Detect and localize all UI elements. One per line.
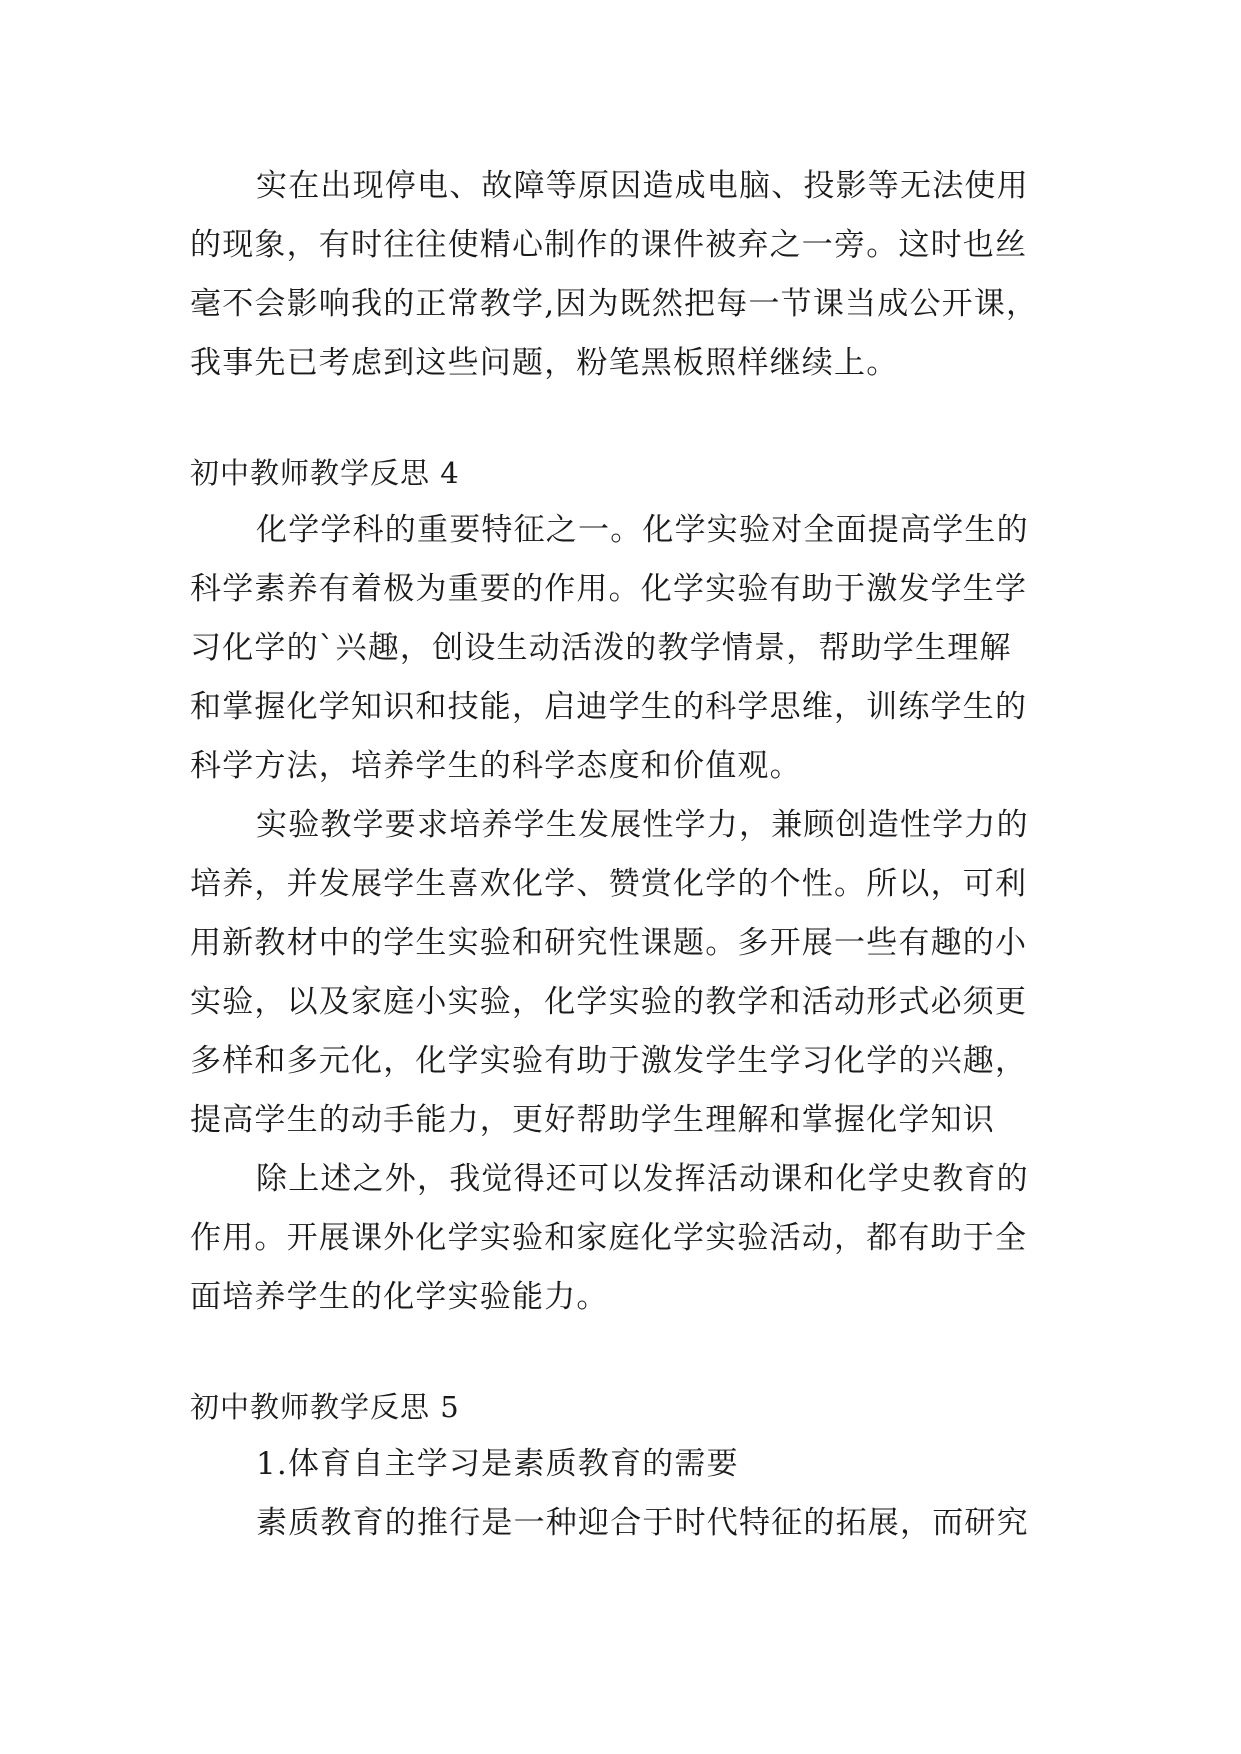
s4-para1-line-3: 习化学的`兴趣，创设生动活泼的教学情景，帮助学生理解: [190, 630, 1012, 666]
section-5-heading: 初中教师教学反思 5: [190, 1390, 460, 1424]
s4-para2-line-3: 用新教材中的学生实验和研究性课题。多开展一些有趣的小: [190, 925, 1028, 961]
section-4-heading: 初中教师教学反思 4: [190, 456, 460, 490]
s4-para3-line-1: 除上述之外，我觉得还可以发挥活动课和化学史教育的: [256, 1161, 1029, 1197]
carryover-line-1: 实在出现停电、故障等原因造成电脑、投影等无法使用: [256, 168, 1029, 204]
s4-para1-line-5: 科学方法，培养学生的科学态度和价值观。: [190, 748, 802, 784]
s4-para3-line-3: 面培养学生的化学实验能力。: [190, 1279, 609, 1315]
s4-para2-line-1: 实验教学要求培养学生发展性学力，兼顾创造性学力的: [256, 807, 1029, 843]
carryover-line-4: 我事先已考虑到这些问题，粉笔黑板照样继续上。: [190, 345, 899, 381]
s4-para1-line-2: 科学素养有着极为重要的作用。化学实验有助于激发学生学: [190, 571, 1028, 607]
s4-para2-line-2: 培养，并发展学生喜欢化学、赞赏化学的个性。所以，可利: [190, 866, 1028, 902]
s5-item-1: 1.体育自主学习是素质教育的需要: [256, 1446, 739, 1482]
carryover-line-2: 的现象，有时往往使精心制作的课件被弃之一旁。这时也丝: [190, 227, 1028, 263]
s4-para1-line-4: 和掌握化学知识和技能，启迪学生的科学思维，训练学生的: [190, 689, 1028, 725]
s4-para2-line-6: 提高学生的动手能力，更好帮助学生理解和掌握化学知识: [190, 1102, 995, 1138]
s4-para2-line-5: 多样和多元化，化学实验有助于激发学生学习化学的兴趣，: [190, 1043, 1028, 1079]
s4-para3-line-2: 作用。开展课外化学实验和家庭化学实验活动，都有助于全: [190, 1220, 1028, 1256]
s5-para1-line-1: 素质教育的推行是一种迎合于时代特征的拓展，而研究: [256, 1505, 1029, 1541]
s4-para2-line-4: 实验，以及家庭小实验，化学实验的教学和活动形式必须更: [190, 984, 1028, 1020]
s4-para1-line-1: 化学学科的重要特征之一。化学实验对全面提高学生的: [256, 512, 1029, 548]
carryover-line-3: 毫不会影响我的正常教学,因为既然把每一节课当成公开课，: [190, 286, 1039, 322]
